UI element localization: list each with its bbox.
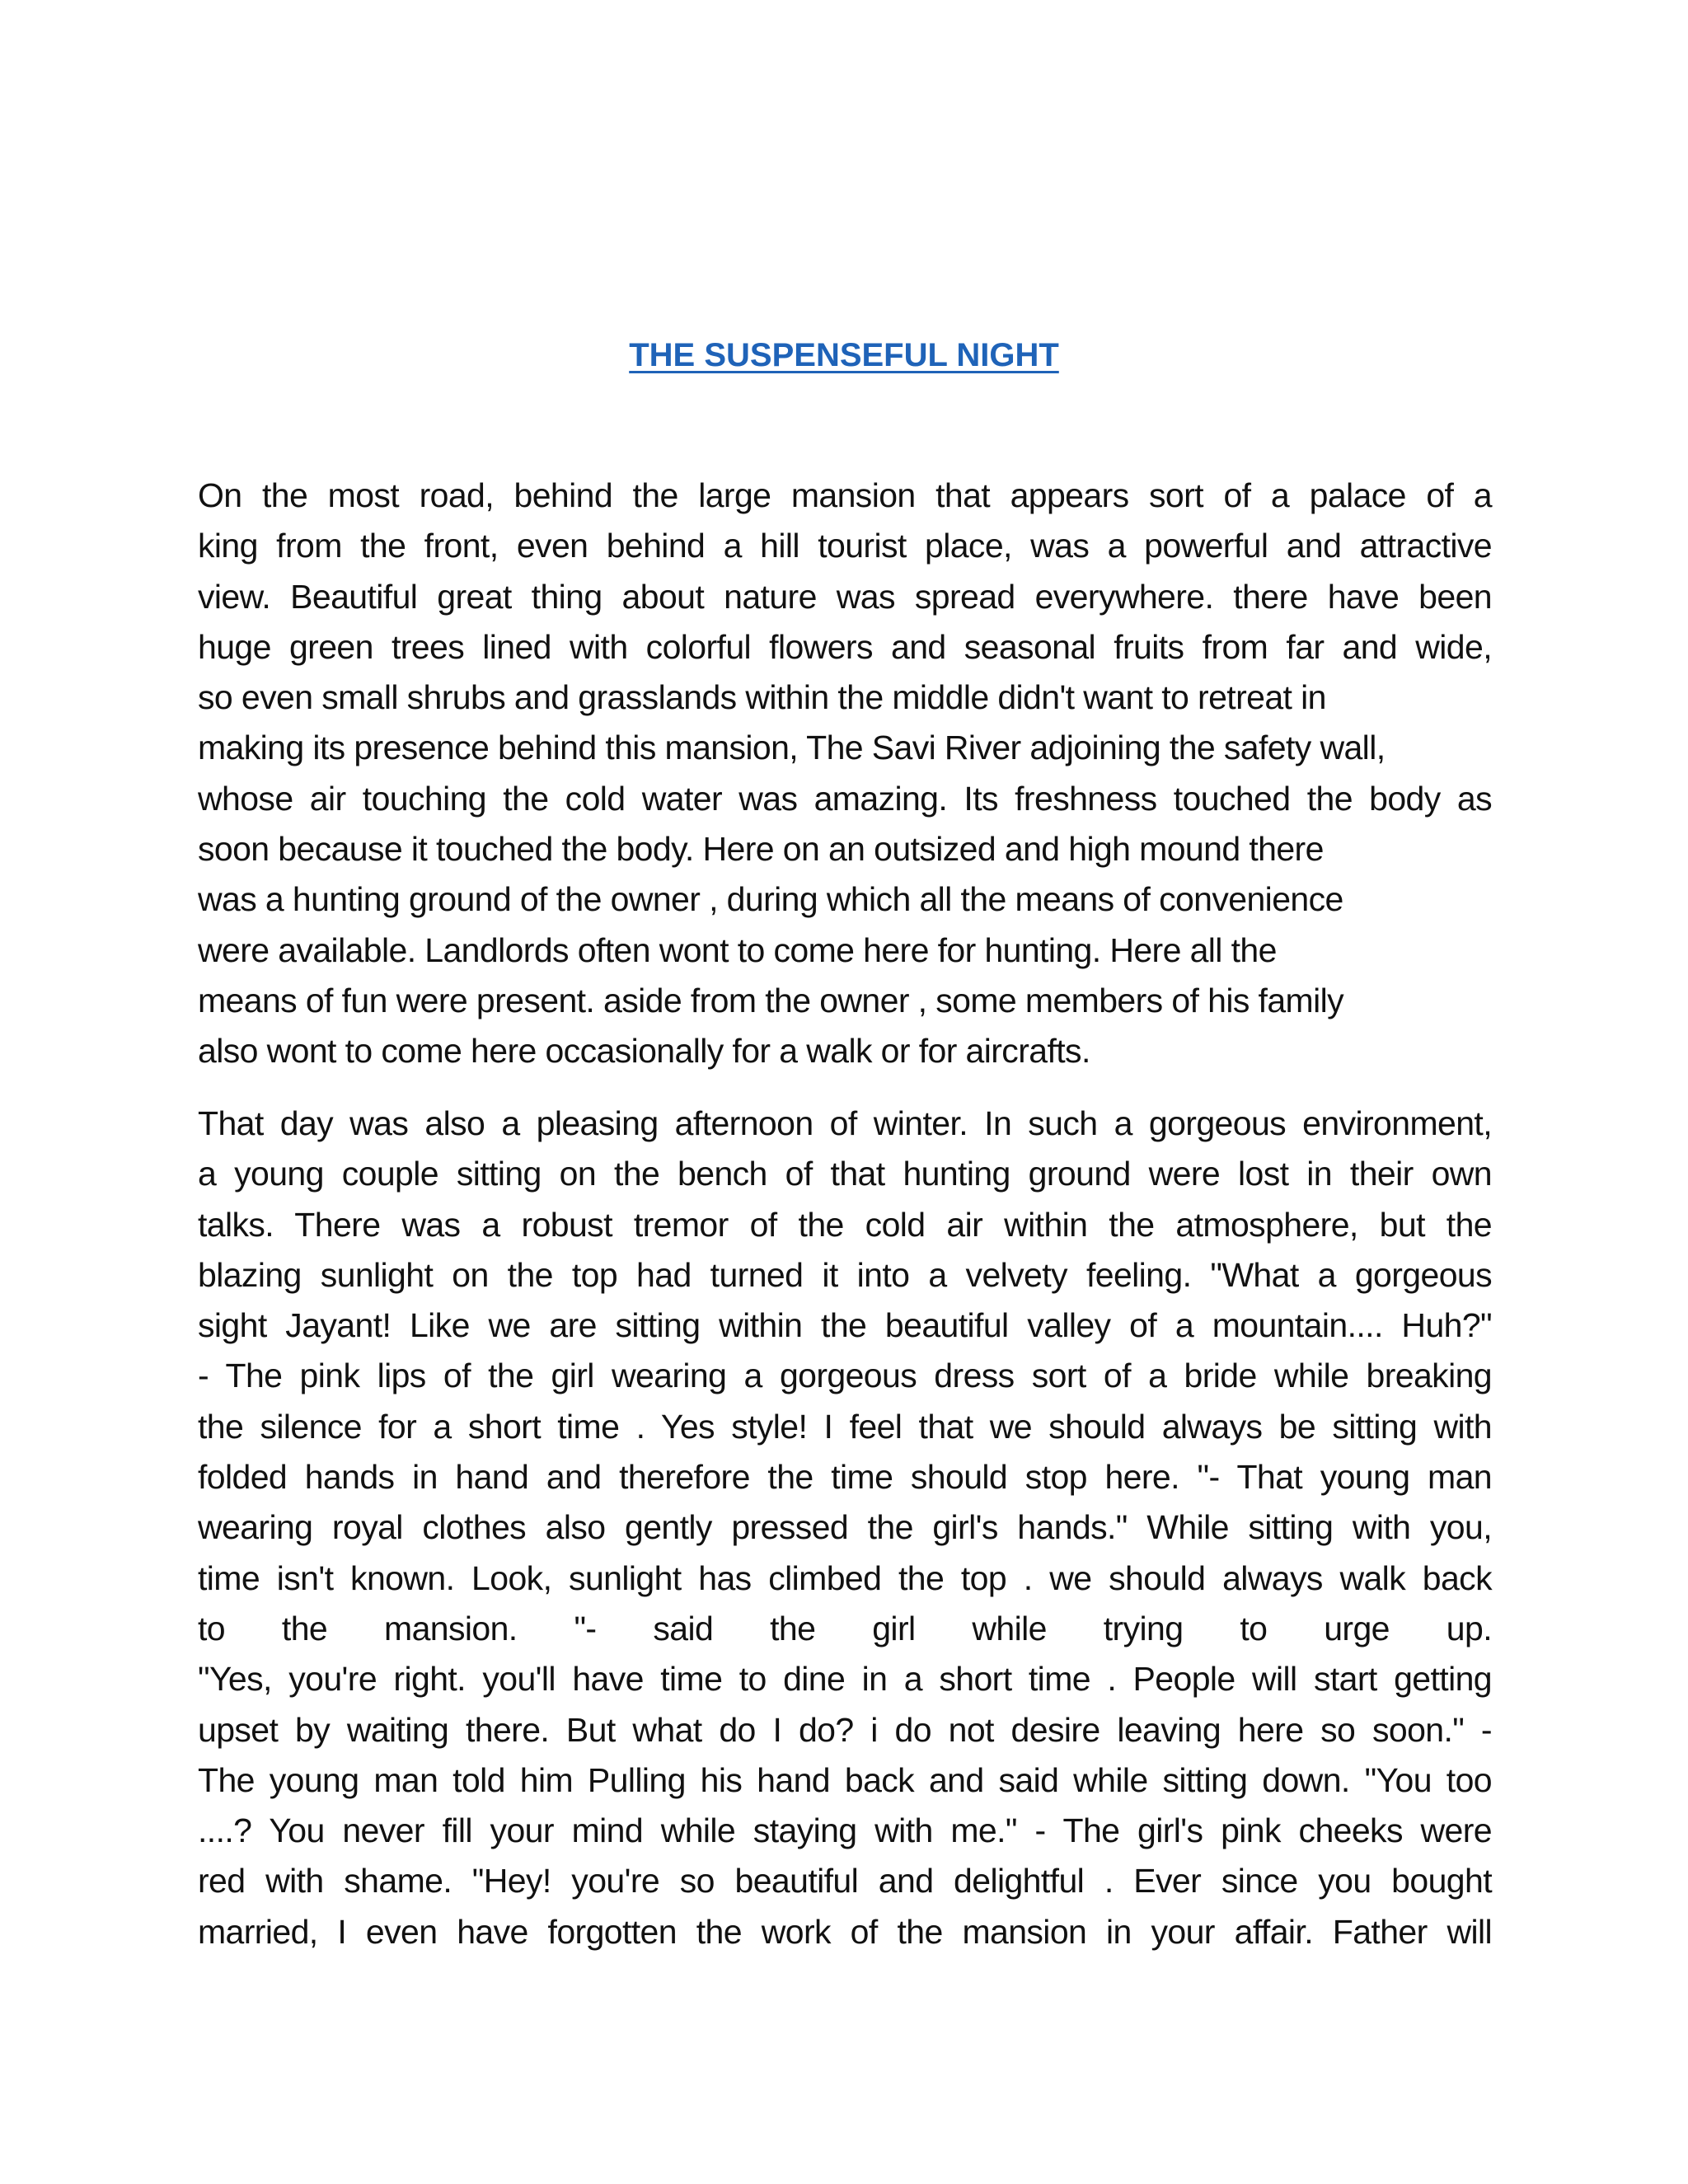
text-line: time isn't known. Look, sunlight has climbed the top . we should always walk back bbox=[198, 1558, 1492, 1597]
text-line: were available. Landlords often wont to come here for hunting. Here all the bbox=[198, 930, 1277, 969]
text-line: view. Beautiful great thing about nature was spread everywhere. there have been bbox=[198, 577, 1492, 616]
text-line: making its presence behind this mansion, The Savi River adjoining the safety wall, bbox=[198, 729, 1386, 767]
text-line: ....? You never fill your mind while staying with me." - The girl's pink cheeks were bbox=[198, 1811, 1492, 1850]
text-line: married, I even have forgotten the work of the mansion in your affair. Father will bbox=[198, 1912, 1492, 1951]
text-line: sight Jayant! Like we are sitting within the beautiful valley of a mountain.... Huh?" bbox=[198, 1306, 1492, 1345]
text-line: huge green trees lined with colorful flowers and seasonal fruits from far and wide, bbox=[198, 627, 1492, 666]
text-line: was a hunting ground of the owner , during which all the means of convenience bbox=[198, 880, 1343, 919]
text-line: On the most road, behind the large mansion that appears sort of a palace of a bbox=[198, 476, 1492, 514]
text-line: That day was also a pleasing afternoon of winter. In such a gorgeous environment, bbox=[198, 1104, 1492, 1142]
text-line: a young couple sitting on the bench of that hunting ground were lost in their own bbox=[198, 1155, 1492, 1193]
text-line: - The pink lips of the girl wearing a gorgeous dress sort of a bride while breaking bbox=[198, 1357, 1492, 1395]
text-line: upset by waiting there. But what do I do? i do not desire leaving here so soon." - bbox=[198, 1710, 1492, 1749]
text-line: king from the front, even behind a hill tourist place, was a powerful and attractive bbox=[198, 527, 1492, 565]
text-line: wearing royal clothes also gently pressed the girl's hands." While sitting with you, bbox=[198, 1508, 1492, 1547]
text-line: to the mansion. "- said the girl while trying to urge up. bbox=[198, 1609, 1492, 1647]
text-line: "Yes, you're right. you'll have time to dine in a short time . People will start getting bbox=[198, 1660, 1492, 1699]
text-line: means of fun were present. aside from the owner , some members of his family bbox=[198, 981, 1344, 1019]
paragraph-1 bbox=[198, 471, 1492, 1077]
document-title: THE SUSPENSEFUL NIGHT bbox=[629, 337, 1059, 373]
text-line: red with shame. "Hey! you're so beautiful and delightful . Ever since you bought bbox=[198, 1862, 1492, 1900]
paragraph-2 bbox=[198, 1099, 1492, 1957]
text-line: the silence for a short time . Yes style! I feel that we should always be sitting with bbox=[198, 1407, 1492, 1446]
text-line: The young man told him Pulling his hand back and said while sitting down. "You too bbox=[198, 1760, 1492, 1799]
text-line: also wont to come here occasionally for a walk or for aircrafts. bbox=[198, 1032, 1090, 1071]
text-line: talks. There was a robust tremor of the cold air within the atmosphere, but the bbox=[198, 1205, 1492, 1244]
text-line: soon because it touched the body. Here on an outsized and high mound there bbox=[198, 830, 1324, 869]
text-line: blazing sunlight on the top had turned it into a velvety feeling. "What a gorgeous bbox=[198, 1255, 1492, 1294]
text-line: folded hands in hand and therefore the time should stop here. "- That young man bbox=[198, 1458, 1492, 1497]
text-line: whose air touching the cold water was amazing. Its freshness touched the body as bbox=[198, 779, 1492, 818]
text-line: so even small shrubs and grasslands within the middle didn't want to retreat in bbox=[198, 678, 1326, 717]
